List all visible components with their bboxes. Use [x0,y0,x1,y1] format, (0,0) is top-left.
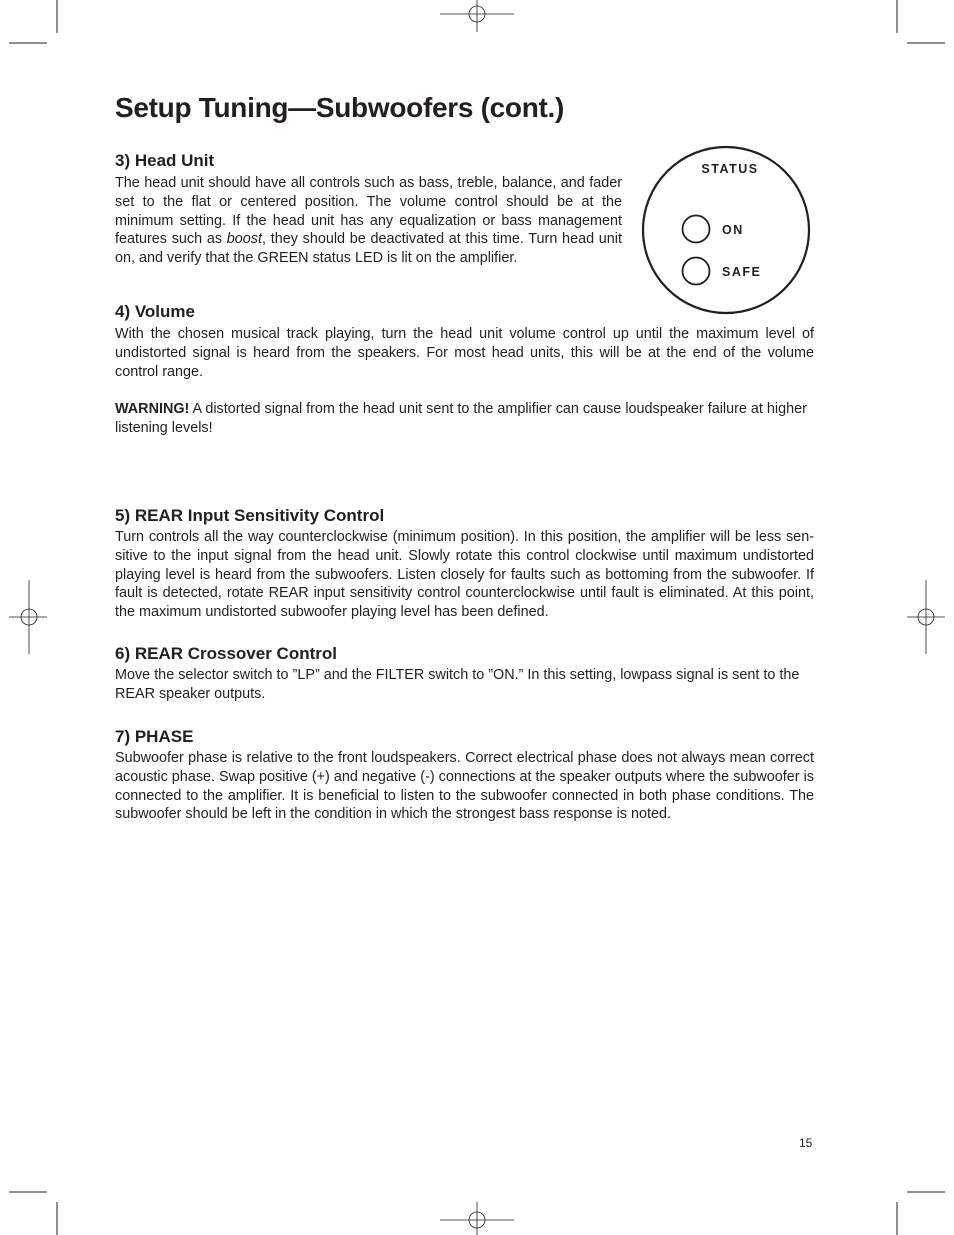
rear-crossover-paragraph: Move the selector switch to ”LP” and the FILTER switch to ”ON.” In this setting, lowpass signal is sent to the REAR speaker outputs. [115,667,800,702]
section-heading-volume: 4) Volume [115,302,195,321]
warning-label: WARNING! [115,401,190,417]
status-led-diagram [640,145,814,315]
page-number: 15 [799,1136,813,1150]
phase-paragraph: Subwoofer phase is relative to the front loudspeakers. Correct electrical phase does not always mean correct acoustic phase. Swap positive (+) and negative (-) connections at the speaker outputs where the subwoofer is connected to the amplifier. It is beneficial to listen to the subwoofer connected in both phase conditions. The subwoofer should be left in the condition in which the strongest bass response is noted. [115,750,814,823]
volume-paragraph: With the chosen musical track playing, turn the head unit volume control up until the maximum level of undistorted signal is heard from the speakers. For most head units, this will be at the end of the volume control range. [115,326,814,380]
section-heading-rear-input-sensitivity: 5) REAR Input Sensitivity Control [115,506,385,525]
led-safe-indicator [683,258,710,285]
page-title: Setup Tuning—Subwoofers (cont.) [115,92,565,123]
led-on-indicator [683,216,710,243]
rear-input-sensitivity-paragraph: Turn controls all the way counterclockwise (minimum position). In this position, the amplifier will be less sen-sitive to the input signal from the head unit. Slowly rotate this control clockwise until maximum undistorted playing level is heard from the subwoofers. Listen closely for faults such as bottoming from the subwoofer. If fault is detected, rotate REAR input sensitivity control counterclockwise until fault is eliminated. At this point, the maximum undistorted subwoofer playing level has been defined. [115,529,814,621]
section-heading-phase: 7) PHASE [115,727,194,746]
status-label: STATUS [701,162,759,176]
boost-emphasis: boost [226,231,262,248]
warning-text: A distorted signal from the head unit sent to the amplifier can cause loudspeaker failure at higher listening levels! [115,401,807,436]
section-heading-rear-crossover: 6) REAR Crossover Control [115,644,337,663]
section-heading-head-unit: 3) Head Unit [115,151,215,170]
head-unit-text-start: The head unit should have all controls such as bass, treble, balance, and fader set to the flat or centered position. The volume control should be at the minimum setting. If the head unit has any equalization or bass management features such as [115,175,622,248]
led-on-label: ON [722,223,744,237]
head-unit-text-end: , they should be deactivated at this time. Turn head unit on, and verify that the GREEN status LED is lit on the amplifier. [115,231,622,267]
led-safe-label: SAFE [722,265,762,279]
head-unit-paragraph [115,174,622,268]
warning-paragraph [115,400,814,438]
